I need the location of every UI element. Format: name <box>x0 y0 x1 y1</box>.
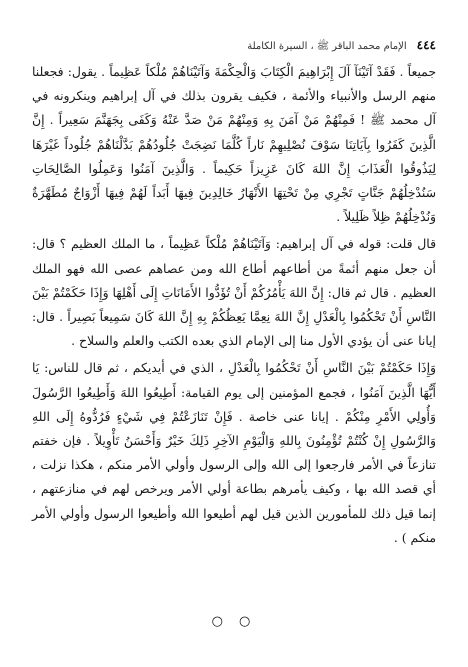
page-number: ٤٤٤ <box>416 38 436 52</box>
running-title: الإمام محمد الباقر ﷺ ، السيرة الكاملة <box>247 41 407 52</box>
page-body <box>32 38 436 550</box>
running-header <box>32 38 436 54</box>
paragraph-3: وَإِذَا حَكَمْتُمْ بَيْنَ النَّاسِ أَنْ تَحْكُمُوا بِالْعَدْلِ ، الذي في أيديكم ، ثم قال للناس: يَا أَيُّهَا الَّذِينَ آمَنُوا ، فجمع المؤمنين إلى يوم القيامة: أَطِيعُوا اللهَ وَأَطِيعُوا الرَّسُولَ وَأُولِي الأَمْرِ مِنْكُمْ . إيانا عنى خاصة . فَإِنْ تَنَازَعْتُمْ فِي شَيْءٍ فَرُدُّوهُ إِلَى اللهِ وَالرَّسُولِ إِنْ كُنْتُمْ تُؤْمِنُونَ بِاللهِ وَالْيَوْمِ الآخِرِ ذَلِكَ خَيْرٌ وَأَحْسَنُ تَأْوِيلاً . فإن خفتم تنازعاً في الأمر فارجعوا إلى الله وإلى الرسول وأولي الأمر منكم ، هكذا نزلت ، أي قصد الله بها ، وكيف يأمرهم بطاعة أولي الأمر ويرخص لهم في منازعتهم ، إنما قيل ذلك للمأمورين الذين قيل لهم أطيعوا الله وأطيعوا الرسول وأولي الأمر منكم ) . <box>32 360 436 545</box>
paragraph-1: جميعاً . فَقَدْ آتَيْنَآ آلَ إِبْرَاهِيمَ الْكِتَابَ وَالْحِكْمَةَ وَآتَيْنَاهُمْ مُلْكاً عَظِيماً . يقول: فجعلنا منهم الرسل والأنبياء والأئمة ، فكيف يقرون بذلك في آل إبراهيم وينكرونه في آل محمد ﷺ ! فَمِنْهُمْ مَنْ آمَنَ بِهِ وَمِنْهُمْ مَنْ صَدَّ عَنْهُ وَكَفَى بِجَهَنَّمَ سَعِيراً . إِنَّ الَّذِينَ كَفَرُوا بِآيَاتِنَا سَوْفَ نُصْلِيهِمْ نَاراً كُلَّمَا نَضِجَتْ جُلُودُهُمْ بَدَّلْنَاهُمْ جُلُوداً غَيْرَهَا لِيَذُوقُوا الْعَذَابَ إِنَّ اللهَ كَانَ عَزِيزاً حَكِيماً . وَالَّذِينَ آمَنُوا وَعَمِلُوا الصَّالِحَاتِ سَنُدْخِلُهُمْ جَنَّاتٍ تَجْرِي مِنْ تَحْتِهَا الأَنْهَارُ خَالِدِينَ فِيهَا أَبَداً لَهُمْ فِيهَا أَزْوَاجٌ مُطَهَّرَةٌ وَنُدْخِلُهُمْ ظِلاً ظَلِيلاً . <box>32 64 436 225</box>
paragraph-2: قال قلت: قوله في آل إبراهيم: وَآتَيْنَاهُمْ مُلْكاً عَظِيماً ، ما الملك العظيم ؟ قال: أن جعل منهم أئمةً من أطاعهم أطاع الله ومن عصاهم عصى الله فهو الملك العظيم . قال ثم قال: إِنَّ اللهَ يَأْمُرُكُمْ أَنْ تُؤَدُّوا الأَمَانَاتِ إِلَى أَهْلِهَا وَإِذَا حَكَمْتُمْ بَيْنَ النَّاسِ أَنْ تَحْكُمُوا بِالْعَدْلِ إِنَّ اللهَ نِعِمَّا يَعِظُكُمْ بِهِ إِنَّ اللهَ كَانَ سَمِيعاً بَصِيراً . قال: إيانا عنى أن يؤدي الأول منا إلى الإمام الذي بعده الكتب والعلم والسلاح . <box>32 236 436 349</box>
section-end-ornament: ○ ○ <box>211 614 257 629</box>
